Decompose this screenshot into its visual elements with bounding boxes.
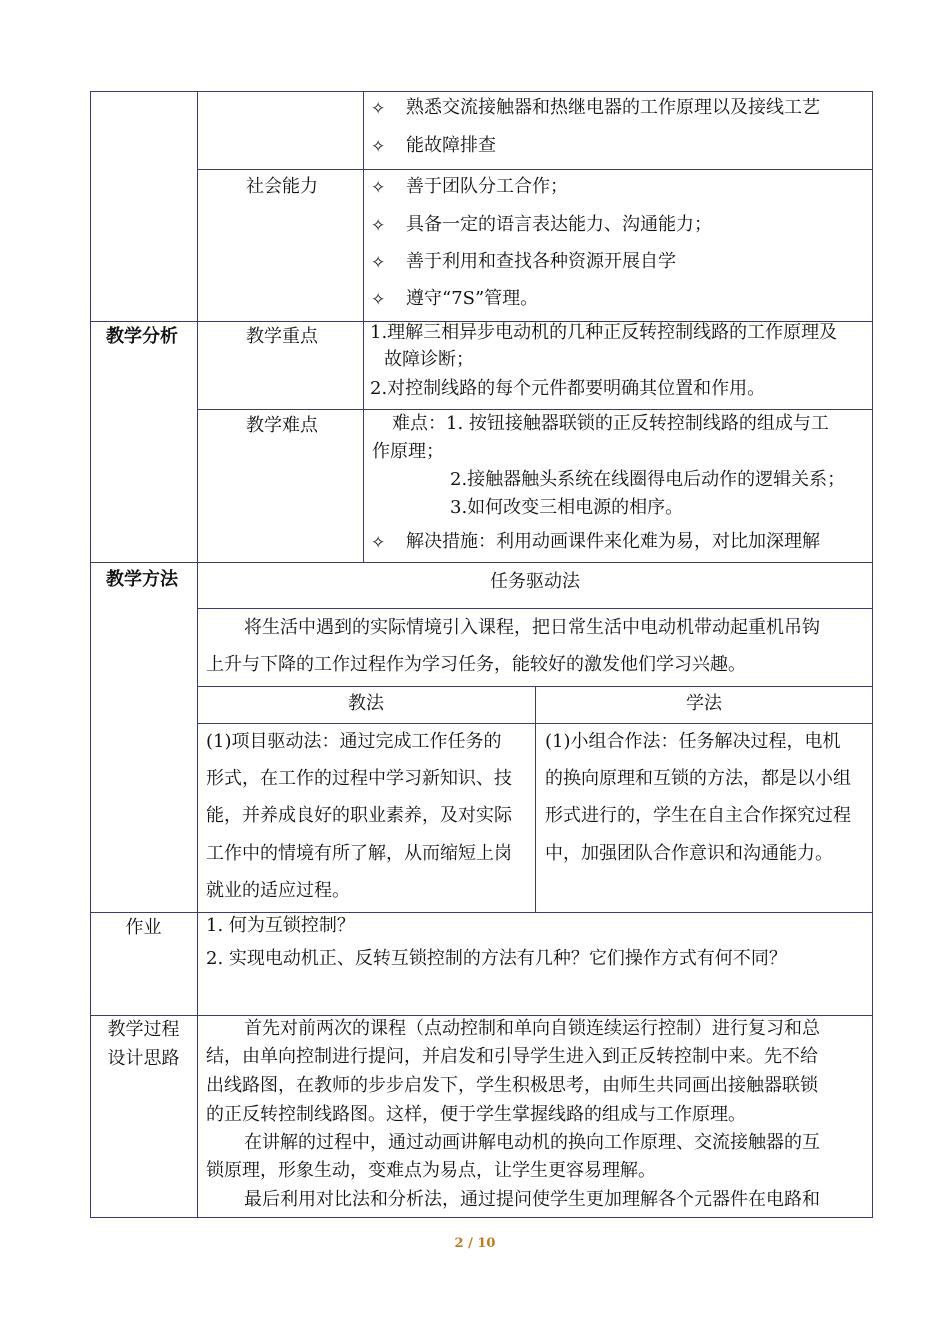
learning-method-header: 学法	[686, 693, 722, 714]
learning-method-line: 形式进行的，学生在自主合作探究过程	[545, 805, 851, 826]
bullet-diamond-icon: ✧	[371, 216, 386, 236]
design-paragraph-line: 出线路图，在教师的步步启发下，学生积极思考，由师生共同画出接触器联锁	[206, 1075, 818, 1096]
process-design-label: 设计思路	[107, 1048, 180, 1069]
row-divider	[197, 686, 873, 687]
design-paragraph-line: 首先对前两次的课程（点动控制和单向自锁连续运行控制）进行复习和总	[244, 1018, 820, 1039]
bullet-diamond-icon: ✧	[371, 137, 386, 157]
social-item: 具备一定的语言表达能力、沟通能力；	[406, 214, 712, 235]
column-divider-teach-learn	[535, 686, 536, 913]
row-divider	[90, 562, 873, 563]
design-paragraph-line: 锁原理，形象生动，变难点为易点，让学生更容易理解。	[206, 1160, 656, 1181]
row-divider	[197, 169, 873, 170]
homework-question: 1. 何为互锁控制？	[206, 915, 355, 936]
page-number: 2 / 10	[454, 1236, 496, 1251]
social-item: 遵守“7S”管理。	[406, 288, 539, 309]
bullet-diamond-icon: ✧	[371, 253, 386, 273]
teaching-method-line: 就业的适应过程。	[206, 880, 350, 901]
method-intro-line: 上升与下降的工作过程作为学习任务，能较好的激发他们学习兴趣。	[206, 654, 746, 675]
teaching-analysis-label: 教学分析	[106, 326, 178, 347]
bullet-diamond-icon: ✧	[371, 533, 386, 553]
column-divider-2	[363, 91, 364, 563]
difficulty-line: 2.接触器触头系统在线圈得电后动作的逻辑关系；	[450, 469, 846, 490]
teaching-method-line: 工作中的情境有所了解，从而缩短上岗	[206, 843, 512, 864]
bullet-diamond-icon: ✧	[371, 178, 386, 198]
design-paragraph-line: 最后利用对比法和分析法，通过提问使学生更加理解各个元器件在电路和	[244, 1189, 820, 1210]
method-intro-line: 将生活中遇到的实际情境引入课程，把日常生活中电动机带动起重机吊钩	[244, 617, 820, 638]
difficulty-line: 作原理；	[372, 441, 444, 462]
bullet-diamond-icon: ✧	[371, 99, 386, 119]
table-border-left	[90, 91, 91, 1218]
row-divider	[90, 912, 873, 913]
difficulty-line: 难点：1. 按钮接触器联锁的正反转控制线路的组成与工	[392, 413, 829, 434]
teaching-difficulties-label: 教学难点	[246, 415, 318, 436]
row-divider	[197, 409, 873, 410]
design-paragraph-line: 的正反转控制线路图。这样，便于学生掌握线路的组成与工作原理。	[206, 1104, 746, 1125]
process-design-label: 教学过程	[107, 1019, 180, 1040]
solution-measure: 解决措施：利用动画课件来化难为易，对比加深理解	[406, 531, 820, 552]
table-border-right	[872, 91, 873, 1218]
key-point-line: 2.对控制线路的每个元件都要明确其位置和作用。	[370, 378, 766, 399]
row-divider	[197, 608, 873, 609]
homework-label: 作业	[125, 917, 162, 938]
table-border-bottom	[90, 1217, 873, 1218]
key-point-line: 故障诊断；	[384, 349, 474, 370]
learning-method-line: (1)小组合作法：任务解决过程，电机	[545, 731, 841, 752]
column-divider-1	[197, 91, 198, 1218]
method-name: 任务驱动法	[490, 571, 580, 592]
teaching-key-points-label: 教学重点	[246, 326, 318, 347]
skill-item: 能故障排查	[406, 135, 496, 156]
social-ability-label: 社会能力	[246, 176, 318, 197]
skill-item: 熟悉交流接触器和热继电器的工作原理以及接线工艺	[406, 97, 820, 118]
social-item: 善于团队分工合作；	[406, 176, 568, 197]
table-border-top	[90, 91, 873, 92]
homework-question: 2. 实现电动机正、反转互锁控制的方法有几种？它们操作方式有何不同？	[206, 948, 787, 969]
teaching-method-label: 教学方法	[106, 569, 178, 590]
design-paragraph-line: 结，由单向控制进行提问，并启发和引导学生进入到正反转控制中来。先不给	[206, 1046, 818, 1067]
design-paragraph-line: 在讲解的过程中，通过动画讲解电动机的换向工作原理、交流接触器的互	[244, 1132, 820, 1153]
bullet-diamond-icon: ✧	[371, 290, 386, 310]
teaching-method-line: (1)项目驱动法：通过完成工作任务的	[206, 731, 502, 752]
learning-method-line: 中，加强团队合作意识和沟通能力。	[545, 843, 833, 864]
difficulty-line: 3.如何改变三相电源的相序。	[450, 497, 684, 518]
row-divider	[90, 1015, 873, 1016]
teaching-method-line: 能，并养成良好的职业素养，及对实际	[206, 805, 512, 826]
key-point-line: 1.理解三相异步电动机的几种正反转控制线路的工作原理及	[370, 322, 838, 343]
social-item: 善于利用和查找各种资源开展自学	[406, 251, 676, 272]
learning-method-line: 的换向原理和互锁的方法，都是以小组	[545, 768, 851, 789]
teaching-method-line: 形式，在工作的过程中学习新知识、技	[206, 768, 512, 789]
teaching-method-header: 教法	[348, 693, 384, 714]
row-divider	[197, 723, 873, 724]
